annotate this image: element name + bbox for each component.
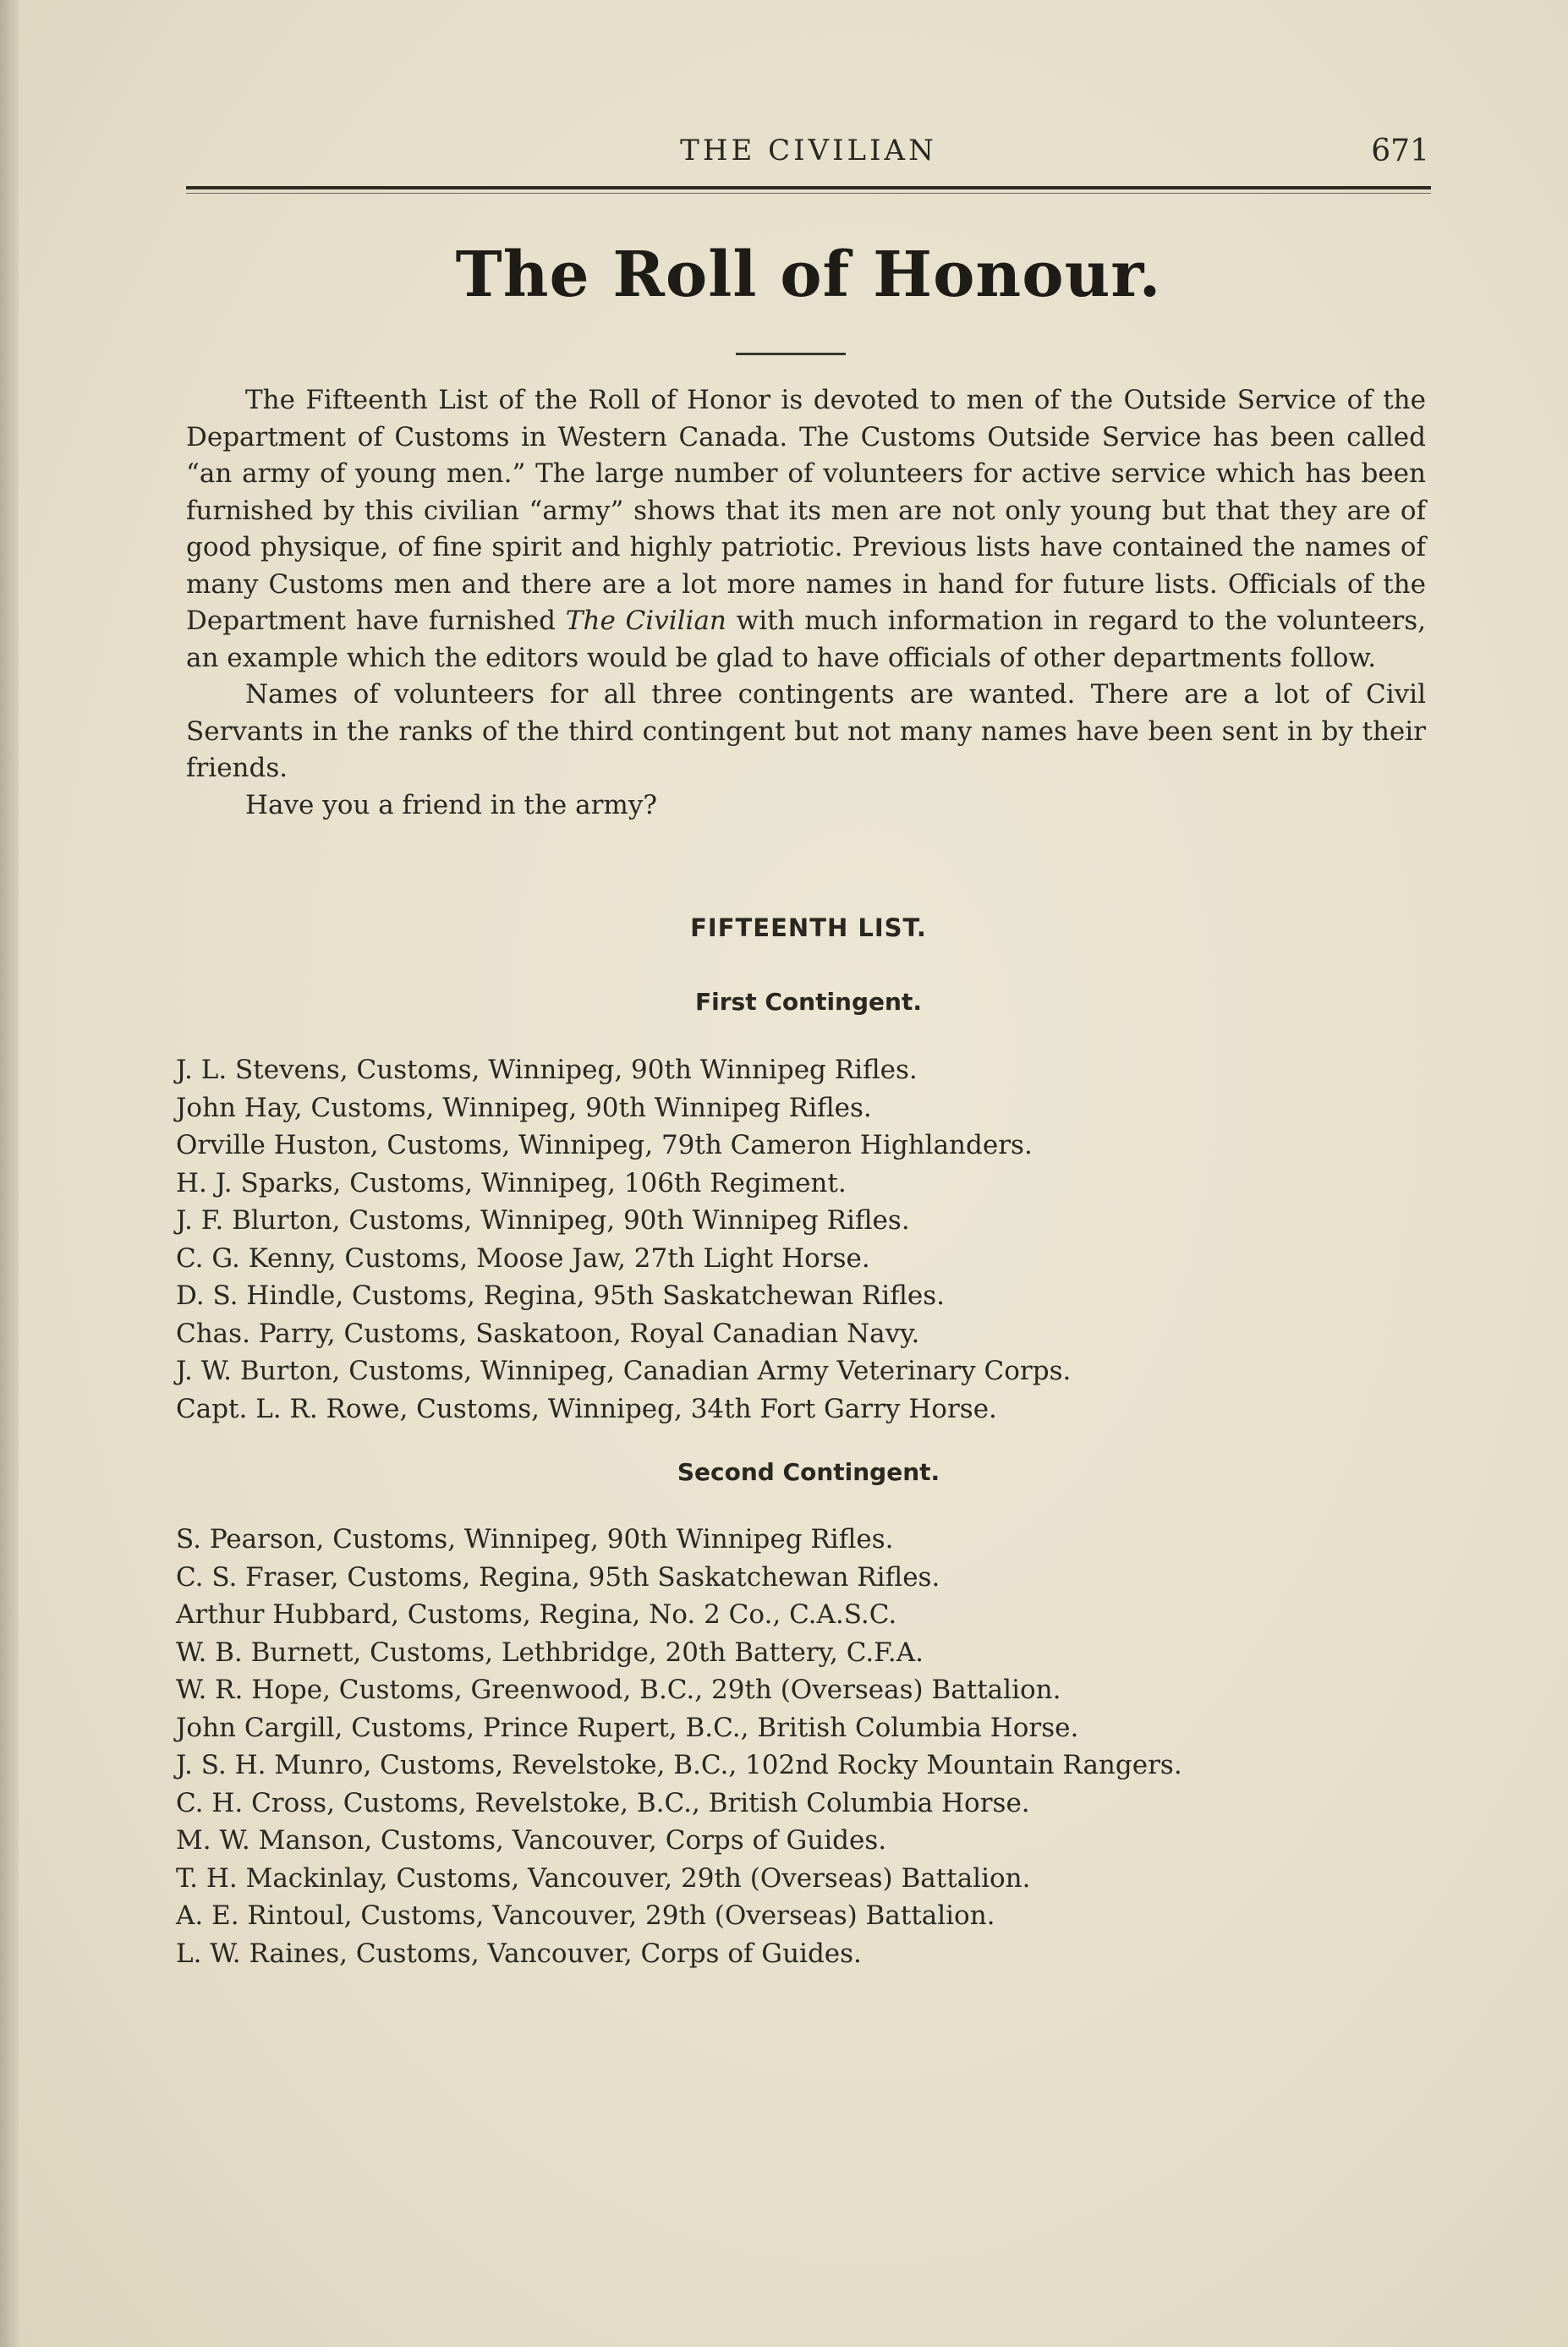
header-rule (186, 186, 1431, 189)
list-item: J. F. Blurton, Customs, Winnipeg, 90th Winnipeg Rifles. (176, 1205, 910, 1236)
list-item: C. G. Kenny, Customs, Moose Jaw, 27th Light Horse. (176, 1242, 870, 1274)
list-item: John Hay, Customs, Winnipeg, 90th Winnipeg Rifles. (176, 1092, 872, 1123)
list-item: M. W. Manson, Customs, Vancouver, Corps of Guides. (176, 1825, 887, 1856)
roll-list-second-contingent (176, 1521, 1428, 1972)
paragraph-2: Names of volunteers for all three contingents are wanted. There are a lot of Civil Servants in the ranks of the third contingent but not many names have been sent in by their friends. (186, 679, 1426, 783)
list-item: T. H. Mackinlay, Customs, Vancouver, 29th (Overseas) Battalion. (176, 1862, 1031, 1894)
list-item: Capt. L. R. Rowe, Customs, Winnipeg, 34th Fort Garry Horse. (176, 1393, 997, 1424)
list-item: J. W. Burton, Customs, Winnipeg, Canadian Army Veterinary Corps. (176, 1356, 1072, 1386)
list-item: W. B. Burnett, Customs, Lethbridge, 20th Battery, C.F.A. (176, 1637, 924, 1668)
list-item: D. S. Hindle, Customs, Regina, 95th Saskatchewan Rifles. (176, 1280, 945, 1311)
contingent-heading: First Contingent. (695, 988, 922, 1016)
header-rule-thin (186, 193, 1431, 194)
page-number: 671 (1371, 134, 1429, 168)
paragraph-1 (186, 382, 1426, 677)
list-item: C. S. Fraser, Customs, Regina, 95th Saskatchewan Rifles. (176, 1561, 940, 1593)
list-item: C. H. Cross, Customs, Revelstoke, B.C., British Columbia Horse. (176, 1787, 1030, 1818)
list-title: FIFTEENTH LIST. (690, 913, 927, 942)
list-item: J. S. H. Munro, Customs, Revelstoke, B.C., 102nd Rocky Mountain Rangers. (176, 1750, 1182, 1780)
article-title: The Roll of Honour. (455, 239, 1162, 311)
list-item: John Cargill, Customs, Prince Rupert, B.C., British Columbia Horse. (176, 1712, 1079, 1743)
article-body (186, 382, 1426, 824)
list-item: Orville Huston, Customs, Winnipeg, 79th Cameron Highlanders. (176, 1130, 1033, 1160)
list-item: Chas. Parry, Customs, Saskatoon, Royal Canadian Navy. (176, 1318, 920, 1349)
running-header (186, 129, 1431, 179)
list-item: W. R. Hope, Customs, Greenwood, B.C., 29th (Overseas) Battalion. (176, 1675, 1061, 1705)
running-title: THE CIVILIAN (680, 134, 937, 167)
publication-name: The Civilian (565, 606, 726, 636)
list-item: A. E. Rintoul, Customs, Vancouver, 29th (Overseas) Battalion. (176, 1900, 995, 1931)
paragraph-1-text: The Fifteenth List of the Roll of Honor is devoted to men of the Outside Service of the Department of Customs in Western Canada. The Customs Outside Service has been called “an army of young men.” The large number of volunteers for active service which has been furnished by this civilian “army” shows that its men are not only young but that they are of good physique, of fine spirit and highly patriotic. Previous lists have contained the names of many Customs men and there are a lot more names in hand for future lists. Officials of the Department have furnished (186, 385, 1426, 636)
paragraph-1-end: with much information in regard to the volunteers, an example which the editors would be glad to have officials of other departments follow. (186, 606, 1426, 673)
list-item: H. J. Sparks, Customs, Winnipeg, 106th Regiment. (176, 1167, 847, 1198)
list-item: J. L. Stevens, Customs, Winnipeg, 90th Winnipeg Rifles. (176, 1055, 918, 1085)
binding-edge (0, 0, 19, 2347)
title-rule (736, 353, 846, 355)
paragraph-3: Have you a friend in the army? (245, 789, 657, 820)
roll-list-first-contingent (176, 1051, 1428, 1428)
list-item: S. Pearson, Customs, Winnipeg, 90th Winnipeg Rifles. (176, 1524, 894, 1555)
contingent-heading: Second Contingent. (677, 1458, 940, 1486)
list-item: L. W. Raines, Customs, Vancouver, Corps of Guides. (176, 1938, 862, 1969)
list-item: Arthur Hubbard, Customs, Regina, No. 2 Co., C.A.S.C. (176, 1599, 897, 1630)
